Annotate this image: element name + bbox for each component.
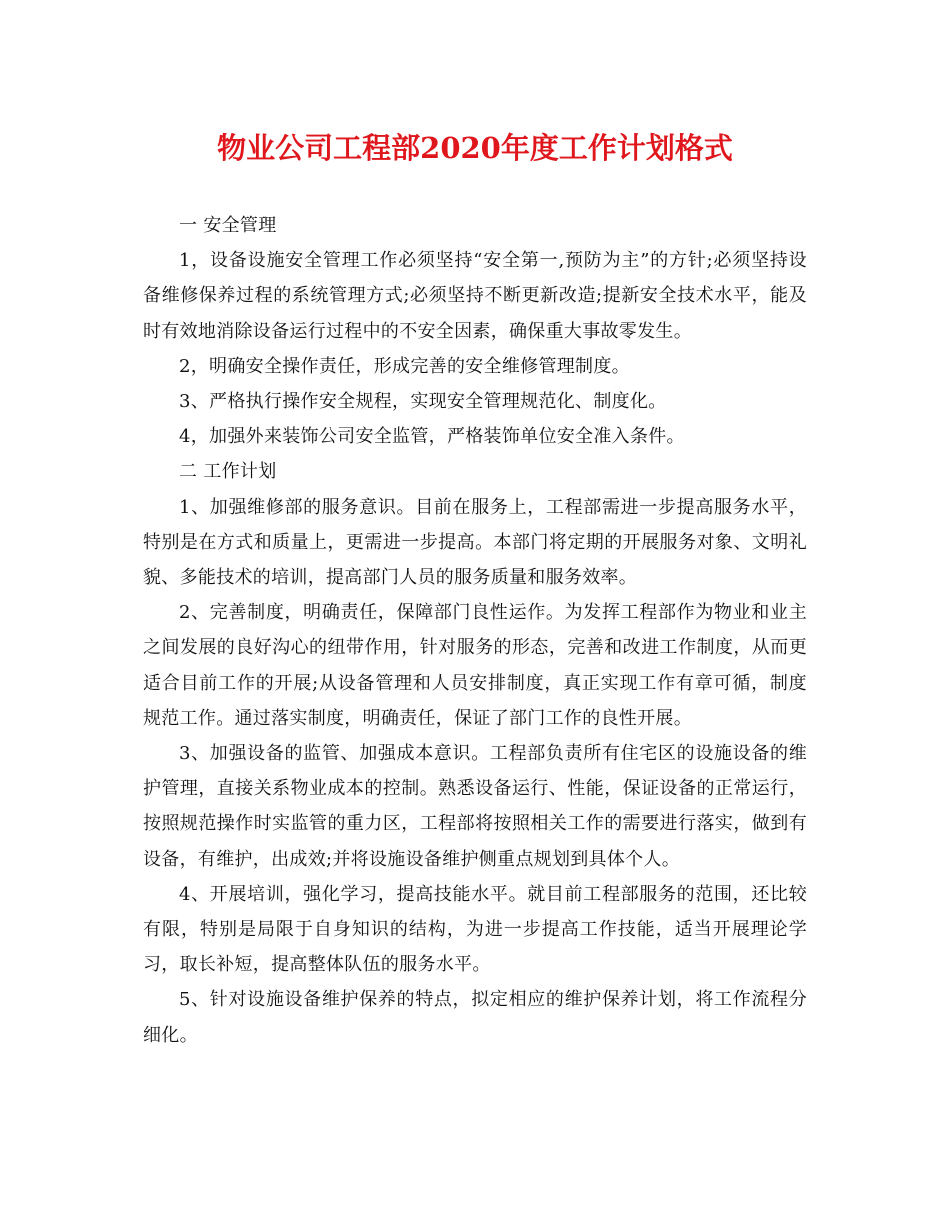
section-heading-work-plan: 二 工作计划 [179, 461, 277, 483]
document-title: 物业公司工程部2020年度工作计划格式 [217, 131, 733, 165]
paragraph: 1、加强维修部的服务意识。目前在服务上，工程部需进一步提高服务水平，特别是在方式和质量上，更需进一步提高。本部门将定期的开展服务对象、文明礼貌、多能技术的培训，提高部门人员的服务质量和服务效率。 [143, 496, 807, 589]
paragraph: 2、完善制度，明确责任，保障部门良性运作。为发挥工程部作为物业和业主之间发展的良好沟心的纽带作用，针对服务的形态，完善和改进工作制度，从而更适合目前工作的开展;从设备管理和人员安排制度，真正实现工作有章可循，制度规范工作。通过落实制度，明确责任，保证了部门工作的良性开展。 [143, 602, 807, 729]
section-heading-safety: 一 安全管理 [179, 215, 277, 236]
paragraph: 3、加强设备的监管、加强成本意识。工程部负责所有住宅区的设施设备的维护管理，直接关系物业成本的控制。熟悉设备运行、性能，保证设备的正常运行，按照规范操作时实监管的重力区，工程部将按照相关工作的需要进行落实，做到有设备，有维护，出成效;并将设施设备维护侧重点规划到具体个人。 [143, 743, 807, 870]
paragraph: 5、针对设施设备维护保养的特点，拟定相应的维护保养计划，将工作流程分细化。 [143, 989, 807, 1046]
paragraph: 4、开展培训，强化学习，提高技能水平。就目前工程部服务的范围，还比较有限，特别是局限于自身知识的结构，为进一步提高工作技能，适当开展理论学习，取长补短，提高整体队伍的服务水平。 [143, 883, 807, 976]
paragraph: 4，加强外来装饰公司安全监管，严格装饰单位安全准入条件。 [179, 426, 685, 448]
document-body [143, 208, 807, 1053]
paragraph: 2，明确安全操作责任，形成完善的安全维修管理制度。 [179, 355, 630, 377]
paragraph: 1，设备设施安全管理工作必须坚持“安全第一,预防为主”的方针;必须坚持设备维修保养过程的系统管理方式;必须坚持不断更新改造;提新安全技术水平，能及时有效地消除设备运行过程中的不安全因素，确保重大事故零发生。 [143, 250, 807, 342]
paragraph: 3、严格执行操作安全规程，实现安全管理规范化、制度化。 [179, 391, 667, 413]
